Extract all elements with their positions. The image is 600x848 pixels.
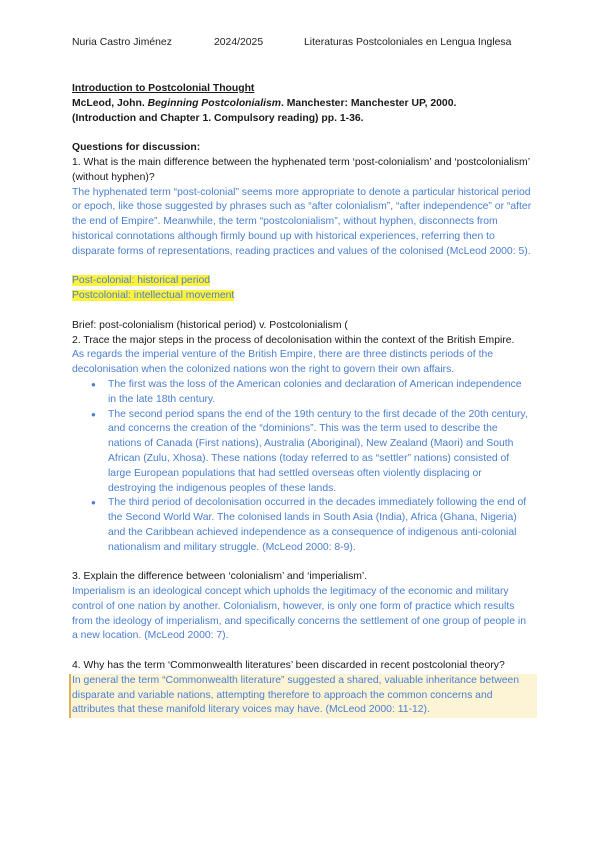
note-post-colonial-text: Post-colonial: historical period bbox=[72, 275, 211, 287]
question-1: 1. What is the main difference between the hyphenated term ‘post-colonialism’ and ‘postcolonialism’ (without hyphen)? bbox=[72, 156, 530, 183]
note-postcolonial bbox=[72, 289, 532, 304]
questions-heading: Questions for discussion: bbox=[72, 142, 201, 154]
header-year: 2024/2025 bbox=[214, 37, 264, 48]
header-author: Nuria Castro Jiménez bbox=[72, 37, 172, 48]
reading-reference bbox=[72, 97, 532, 112]
reference-publisher: . Manchester: Manchester UP, 2000. bbox=[280, 97, 457, 109]
question-2: 2. Trace the major steps in the process of decolonisation within the context of the British Empire. bbox=[72, 334, 515, 346]
reference-author: McLeod, John. bbox=[72, 97, 148, 109]
answer-4: In general the term “Commonwealth literature” suggested a shared, valuable inheritance between disparate and variable nations, attempting therefore to approach the common concerns and attributes that these manifold literary voices may have. (McLeod 2000: 11-12). bbox=[69, 674, 537, 718]
reference-book-title: Beginning Postcolonialism bbox=[147, 97, 281, 109]
list-item: ● The first was the loss of the American colonies and declaration of American independence in the late 18th century. bbox=[108, 378, 532, 408]
answer-2-intro: As regards the imperial venture of the British Empire, there are three distincts periods of the decolonisation when the colonized nations won the right to govern their own affairs. bbox=[72, 349, 494, 376]
answer-1: The hyphenated term “post-colonial” seems more appropriate to denote a particular historical period or epoch, like those suggested by phrases such as “after colonialism”, “after independence” or “after the end of Empire”. Meanwhile, the term “postcolonialism”, without hyphen, disconnects from historical connotations although firmly bound up with historical experiences, referring then to disparate forms of representations, reading practices and values of the colonised (McLeod 2000: 5). bbox=[72, 186, 532, 257]
reading-title: Introduction to Postcolonial Thought bbox=[72, 83, 255, 94]
header-course: Literaturas Postcoloniales en Lengua Inglesa bbox=[304, 37, 512, 48]
list-item: ● The third period of decolonisation occurred in the decades immediately following the end of the Second World War. The colonised lands in South Asia (India), Africa (Ghana, Nigeria) and the Caribbean achieved independence as a consequence of indigenous anti-colonial nationalism and military struggle. (McLeod 2000: 8-9). bbox=[108, 496, 532, 555]
document-body bbox=[72, 82, 532, 718]
note-post-colonial bbox=[72, 274, 532, 289]
brief-note: Brief: post-colonialism (historical period) v. Postcolonialism ( bbox=[72, 319, 348, 331]
decolonisation-periods-list bbox=[72, 378, 532, 556]
list-item: ● The second period spans the end of the 19th century to the first decade of the 20th century, and concerns the creation of the “dominions”. This was the term used to describe the nations of Canada (First nations), Australia (Aboriginal), New Zealand (Maori) and South African (Zulu, Xhosa). These nations (today referred to as “settler” nations) consisted of large European populations that had settled overseas often violently displacing or destroying the indigenous peoples of these lands. bbox=[108, 408, 532, 497]
question-4: 4. Why has the term ‘Commonwealth literatures’ been discarded in recent postcolonial theory? bbox=[72, 660, 505, 672]
answer-3: Imperialism is an ideological concept which upholds the legitimacy of the economic and military control of one nation by another. Colonialism, however, is only one form of practice which results from the ideology of imperialism, and specifically concerns the settlement of one group of people in a new location. (McLeod 2000: 7). bbox=[72, 586, 526, 642]
question-3: 3. Explain the difference between ‘colonialism’ and ‘imperialism’. bbox=[72, 571, 368, 583]
reading-pages: (Introduction and Chapter 1. Compulsory reading) pp. 1-36. bbox=[72, 112, 364, 124]
note-postcolonial-text: Postcolonial: intellectual movement bbox=[72, 290, 235, 302]
